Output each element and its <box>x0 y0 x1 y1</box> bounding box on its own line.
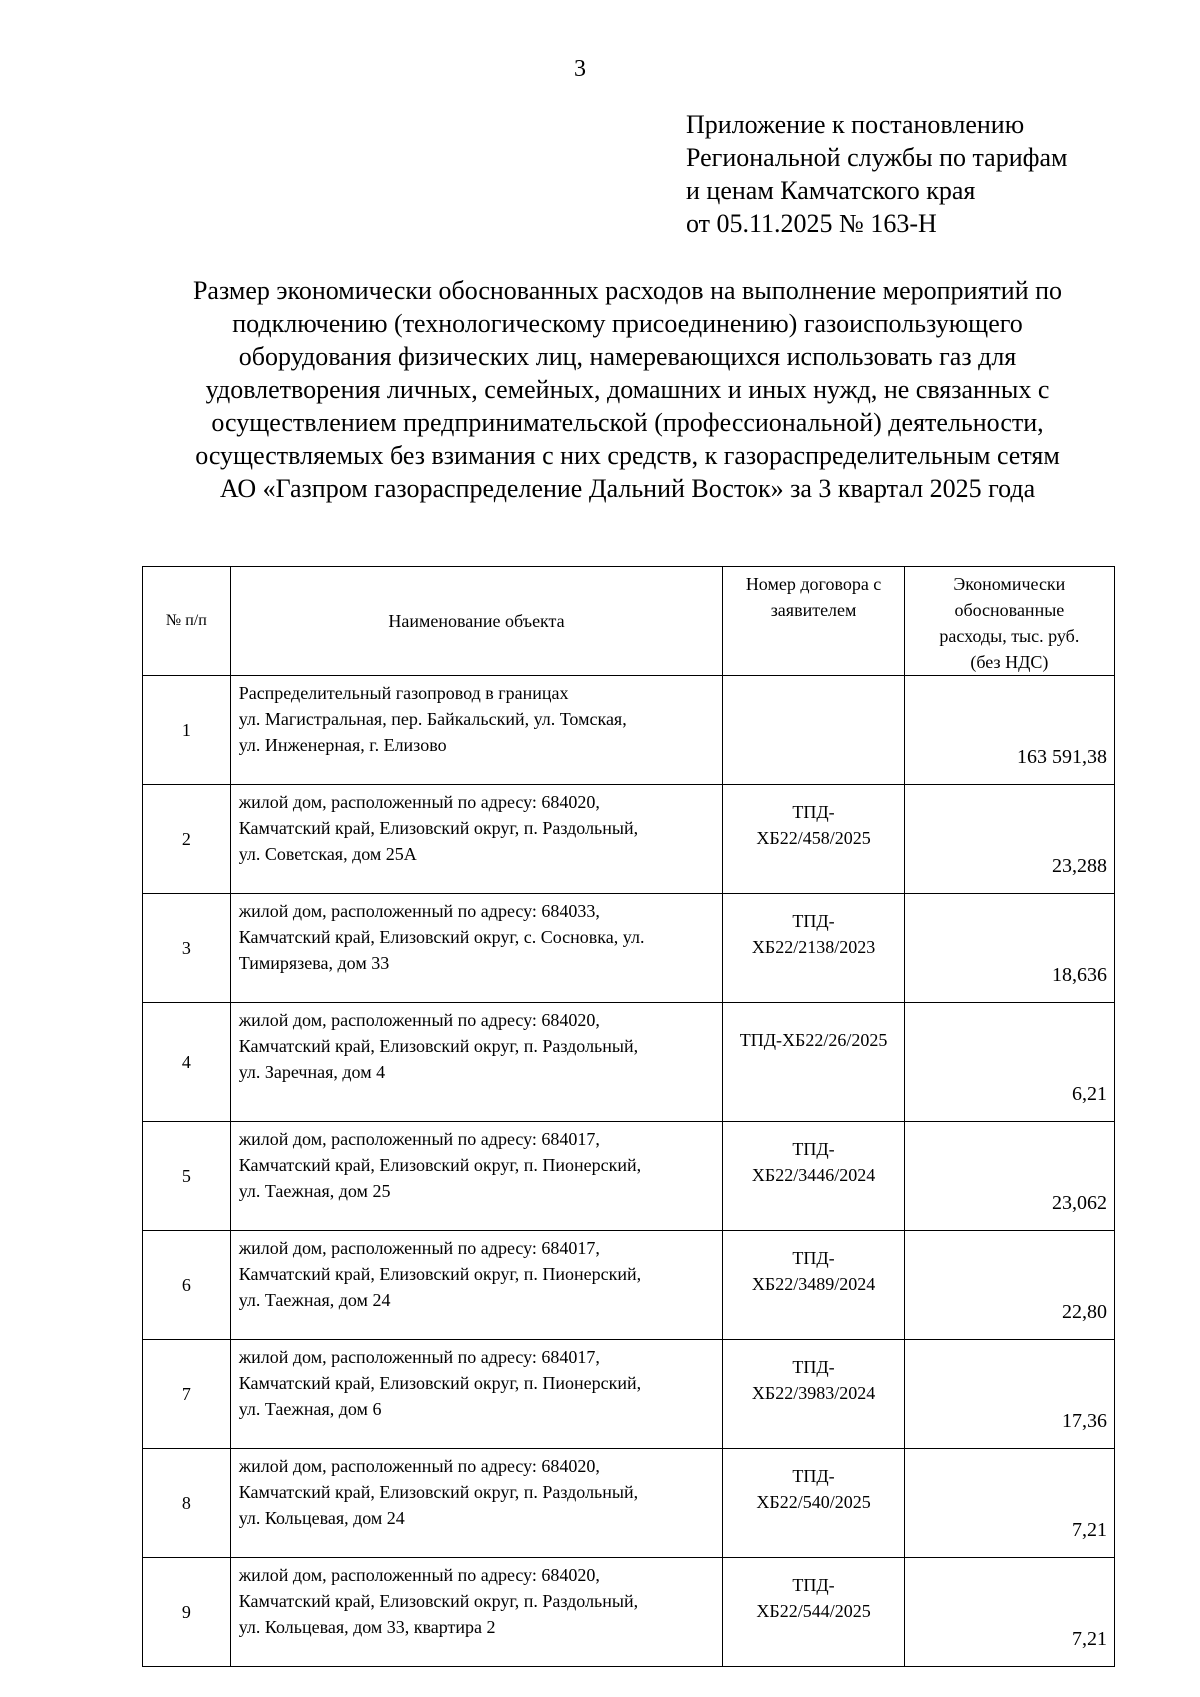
header-num: № п/п <box>143 567 231 676</box>
row-number: 5 <box>143 1122 231 1231</box>
appendix-line: от 05.11.2025 № 163-Н <box>686 209 937 238</box>
row-number: 4 <box>143 1003 231 1122</box>
contract-number-line: ТПД- <box>792 1357 835 1377</box>
object-name-line: жилой дом, расположенный по адресу: 684020, <box>238 1565 600 1585</box>
contract-number <box>723 785 904 894</box>
row-number: 9 <box>143 1558 231 1667</box>
table-row <box>143 1003 1115 1122</box>
row-number: 7 <box>143 1340 231 1449</box>
object-name-line: жилой дом, расположенный по адресу: 684017, <box>238 1238 600 1258</box>
header-contract-line: заявителем <box>770 600 857 620</box>
contract-number-line: ТПД-ХБ22/26/2025 <box>739 1030 888 1050</box>
contract-number <box>723 894 904 1003</box>
cost-value: 18,636 <box>904 894 1114 1003</box>
object-name-line: жилой дом, расположенный по адресу: 684017, <box>238 1129 600 1149</box>
table-row <box>143 785 1115 894</box>
object-name <box>230 676 723 785</box>
table-row <box>143 1449 1115 1558</box>
cost-value: 163 591,38 <box>904 676 1114 785</box>
object-name <box>230 1003 723 1122</box>
cost-value: 23,062 <box>904 1122 1114 1231</box>
object-name-line: ул. Таежная, дом 25 <box>238 1181 391 1201</box>
table-header-row <box>143 567 1115 676</box>
contract-number <box>723 1449 904 1558</box>
table-row <box>143 1558 1115 1667</box>
contract-number <box>723 1003 904 1122</box>
header-cost-line: обоснованные <box>954 600 1065 620</box>
costs-table <box>142 566 1115 1667</box>
object-name-line: Камчатский край, Елизовский округ, с. Сосновка, ул. <box>238 927 645 947</box>
contract-number <box>723 1122 904 1231</box>
contract-number-line: ХБ22/3446/2024 <box>751 1165 876 1185</box>
object-name-line: ул. Советская, дом 25А <box>238 844 417 864</box>
table-row <box>143 1231 1115 1340</box>
object-name <box>230 1122 723 1231</box>
title-line: осуществлением предпринимательской (профессиональной) деятельности, <box>211 408 1044 437</box>
contract-number <box>723 1558 904 1667</box>
appendix-block <box>686 108 1067 240</box>
contract-number-line: ХБ22/544/2025 <box>756 1601 871 1621</box>
object-name <box>230 785 723 894</box>
title-line: подключению (технологическому присоединению) газоиспользующего <box>232 309 1023 338</box>
contract-number-line: ТПД- <box>792 1248 835 1268</box>
contract-number-line: ХБ22/458/2025 <box>756 828 871 848</box>
contract-number-line: ХБ22/2138/2023 <box>751 937 876 957</box>
row-number: 3 <box>143 894 231 1003</box>
header-cost-line: Экономически <box>953 574 1066 594</box>
object-name-line: жилой дом, расположенный по адресу: 684020, <box>238 1010 600 1030</box>
object-name-line: Камчатский край, Елизовский округ, п. Пионерский, <box>238 1373 642 1393</box>
contract-number-line: ТПД- <box>792 802 835 822</box>
contract-number-line: ТПД- <box>792 1466 835 1486</box>
appendix-line: Региональной службы по тарифам <box>686 143 1068 172</box>
cost-value: 17,36 <box>904 1340 1114 1449</box>
contract-number-line: ТПД- <box>792 911 835 931</box>
page-number: 3 <box>574 56 586 82</box>
contract-number <box>723 676 904 785</box>
header-cost <box>904 567 1114 676</box>
row-number: 1 <box>143 676 231 785</box>
contract-number <box>723 1231 904 1340</box>
contract-number-line: ХБ22/3983/2024 <box>751 1383 876 1403</box>
table-row <box>143 1340 1115 1449</box>
title-line: оборудования физических лиц, намеревающихся использовать газ для <box>238 342 1017 371</box>
object-name-line: Камчатский край, Елизовский округ, п. Пионерский, <box>238 1264 642 1284</box>
table-row <box>143 1122 1115 1231</box>
object-name-line: ул. Кольцевая, дом 33, квартира 2 <box>238 1617 496 1637</box>
object-name <box>230 1340 723 1449</box>
object-name-line: ул. Магистральная, пер. Байкальский, ул. Томская, <box>238 709 627 729</box>
object-name-line: ул. Инженерная, г. Елизово <box>238 735 447 755</box>
row-number: 2 <box>143 785 231 894</box>
object-name-line: жилой дом, расположенный по адресу: 684017, <box>238 1347 600 1367</box>
object-name-line: ул. Таежная, дом 6 <box>238 1399 382 1419</box>
object-name <box>230 1231 723 1340</box>
contract-number-line: ТПД- <box>792 1139 835 1159</box>
object-name <box>230 1449 723 1558</box>
object-name-line: Камчатский край, Елизовский округ, п. Пионерский, <box>238 1155 642 1175</box>
contract-number-line: ТПД- <box>792 1575 835 1595</box>
object-name-line: Распределительный газопровод в границах <box>238 683 569 703</box>
title-line: осуществляемых без взимания с них средств, к газораспределительным сетям <box>195 441 1060 470</box>
object-name-line: Тимирязева, дом 33 <box>238 953 390 973</box>
cost-value: 23,288 <box>904 785 1114 894</box>
contract-number-line: ХБ22/3489/2024 <box>751 1274 876 1294</box>
contract-number <box>723 1340 904 1449</box>
row-number: 8 <box>143 1449 231 1558</box>
title-line: АО «Газпром газораспределение Дальний Восток» за 3 квартал 2025 года <box>219 474 1036 503</box>
object-name-line: Камчатский край, Елизовский округ, п. Раздольный, <box>238 1482 639 1502</box>
cost-value: 7,21 <box>904 1449 1114 1558</box>
cost-value: 7,21 <box>904 1558 1114 1667</box>
object-name-line: Камчатский край, Елизовский округ, п. Раздольный, <box>238 818 639 838</box>
row-number: 6 <box>143 1231 231 1340</box>
appendix-line: и ценам Камчатского края <box>686 176 976 205</box>
contract-number-line: ХБ22/540/2025 <box>756 1492 871 1512</box>
cost-value: 6,21 <box>904 1003 1114 1122</box>
appendix-line: Приложение к постановлению <box>686 110 1025 139</box>
table-row <box>143 894 1115 1003</box>
object-name-line: Камчатский край, Елизовский округ, п. Раздольный, <box>238 1036 639 1056</box>
header-contract-line: Номер договора с <box>745 574 882 594</box>
header-contract <box>723 567 904 676</box>
object-name <box>230 894 723 1003</box>
object-name-line: ул. Заречная, дом 4 <box>238 1062 386 1082</box>
header-cost-line: (без НДС) <box>970 652 1049 672</box>
header-cost-line: расходы, тыс. руб. <box>939 626 1080 646</box>
title-line: удовлетворения личных, семейных, домашних и иных нужд, не связанных с <box>205 375 1050 404</box>
cost-value: 22,80 <box>904 1231 1114 1340</box>
document-title <box>100 274 1155 505</box>
object-name-line: Камчатский край, Елизовский округ, п. Раздольный, <box>238 1591 639 1611</box>
header-name: Наименование объекта <box>230 567 723 676</box>
object-name-line: ул. Таежная, дом 24 <box>238 1290 391 1310</box>
table-row <box>143 676 1115 785</box>
object-name-line: жилой дом, расположенный по адресу: 684020, <box>238 1456 600 1476</box>
table-body <box>143 676 1115 1667</box>
title-line: Размер экономически обоснованных расходов на выполнение мероприятий по <box>192 276 1063 305</box>
object-name-line: ул. Кольцевая, дом 24 <box>238 1508 405 1528</box>
object-name-line: жилой дом, расположенный по адресу: 684033, <box>238 901 600 921</box>
object-name <box>230 1558 723 1667</box>
object-name-line: жилой дом, расположенный по адресу: 684020, <box>238 792 600 812</box>
